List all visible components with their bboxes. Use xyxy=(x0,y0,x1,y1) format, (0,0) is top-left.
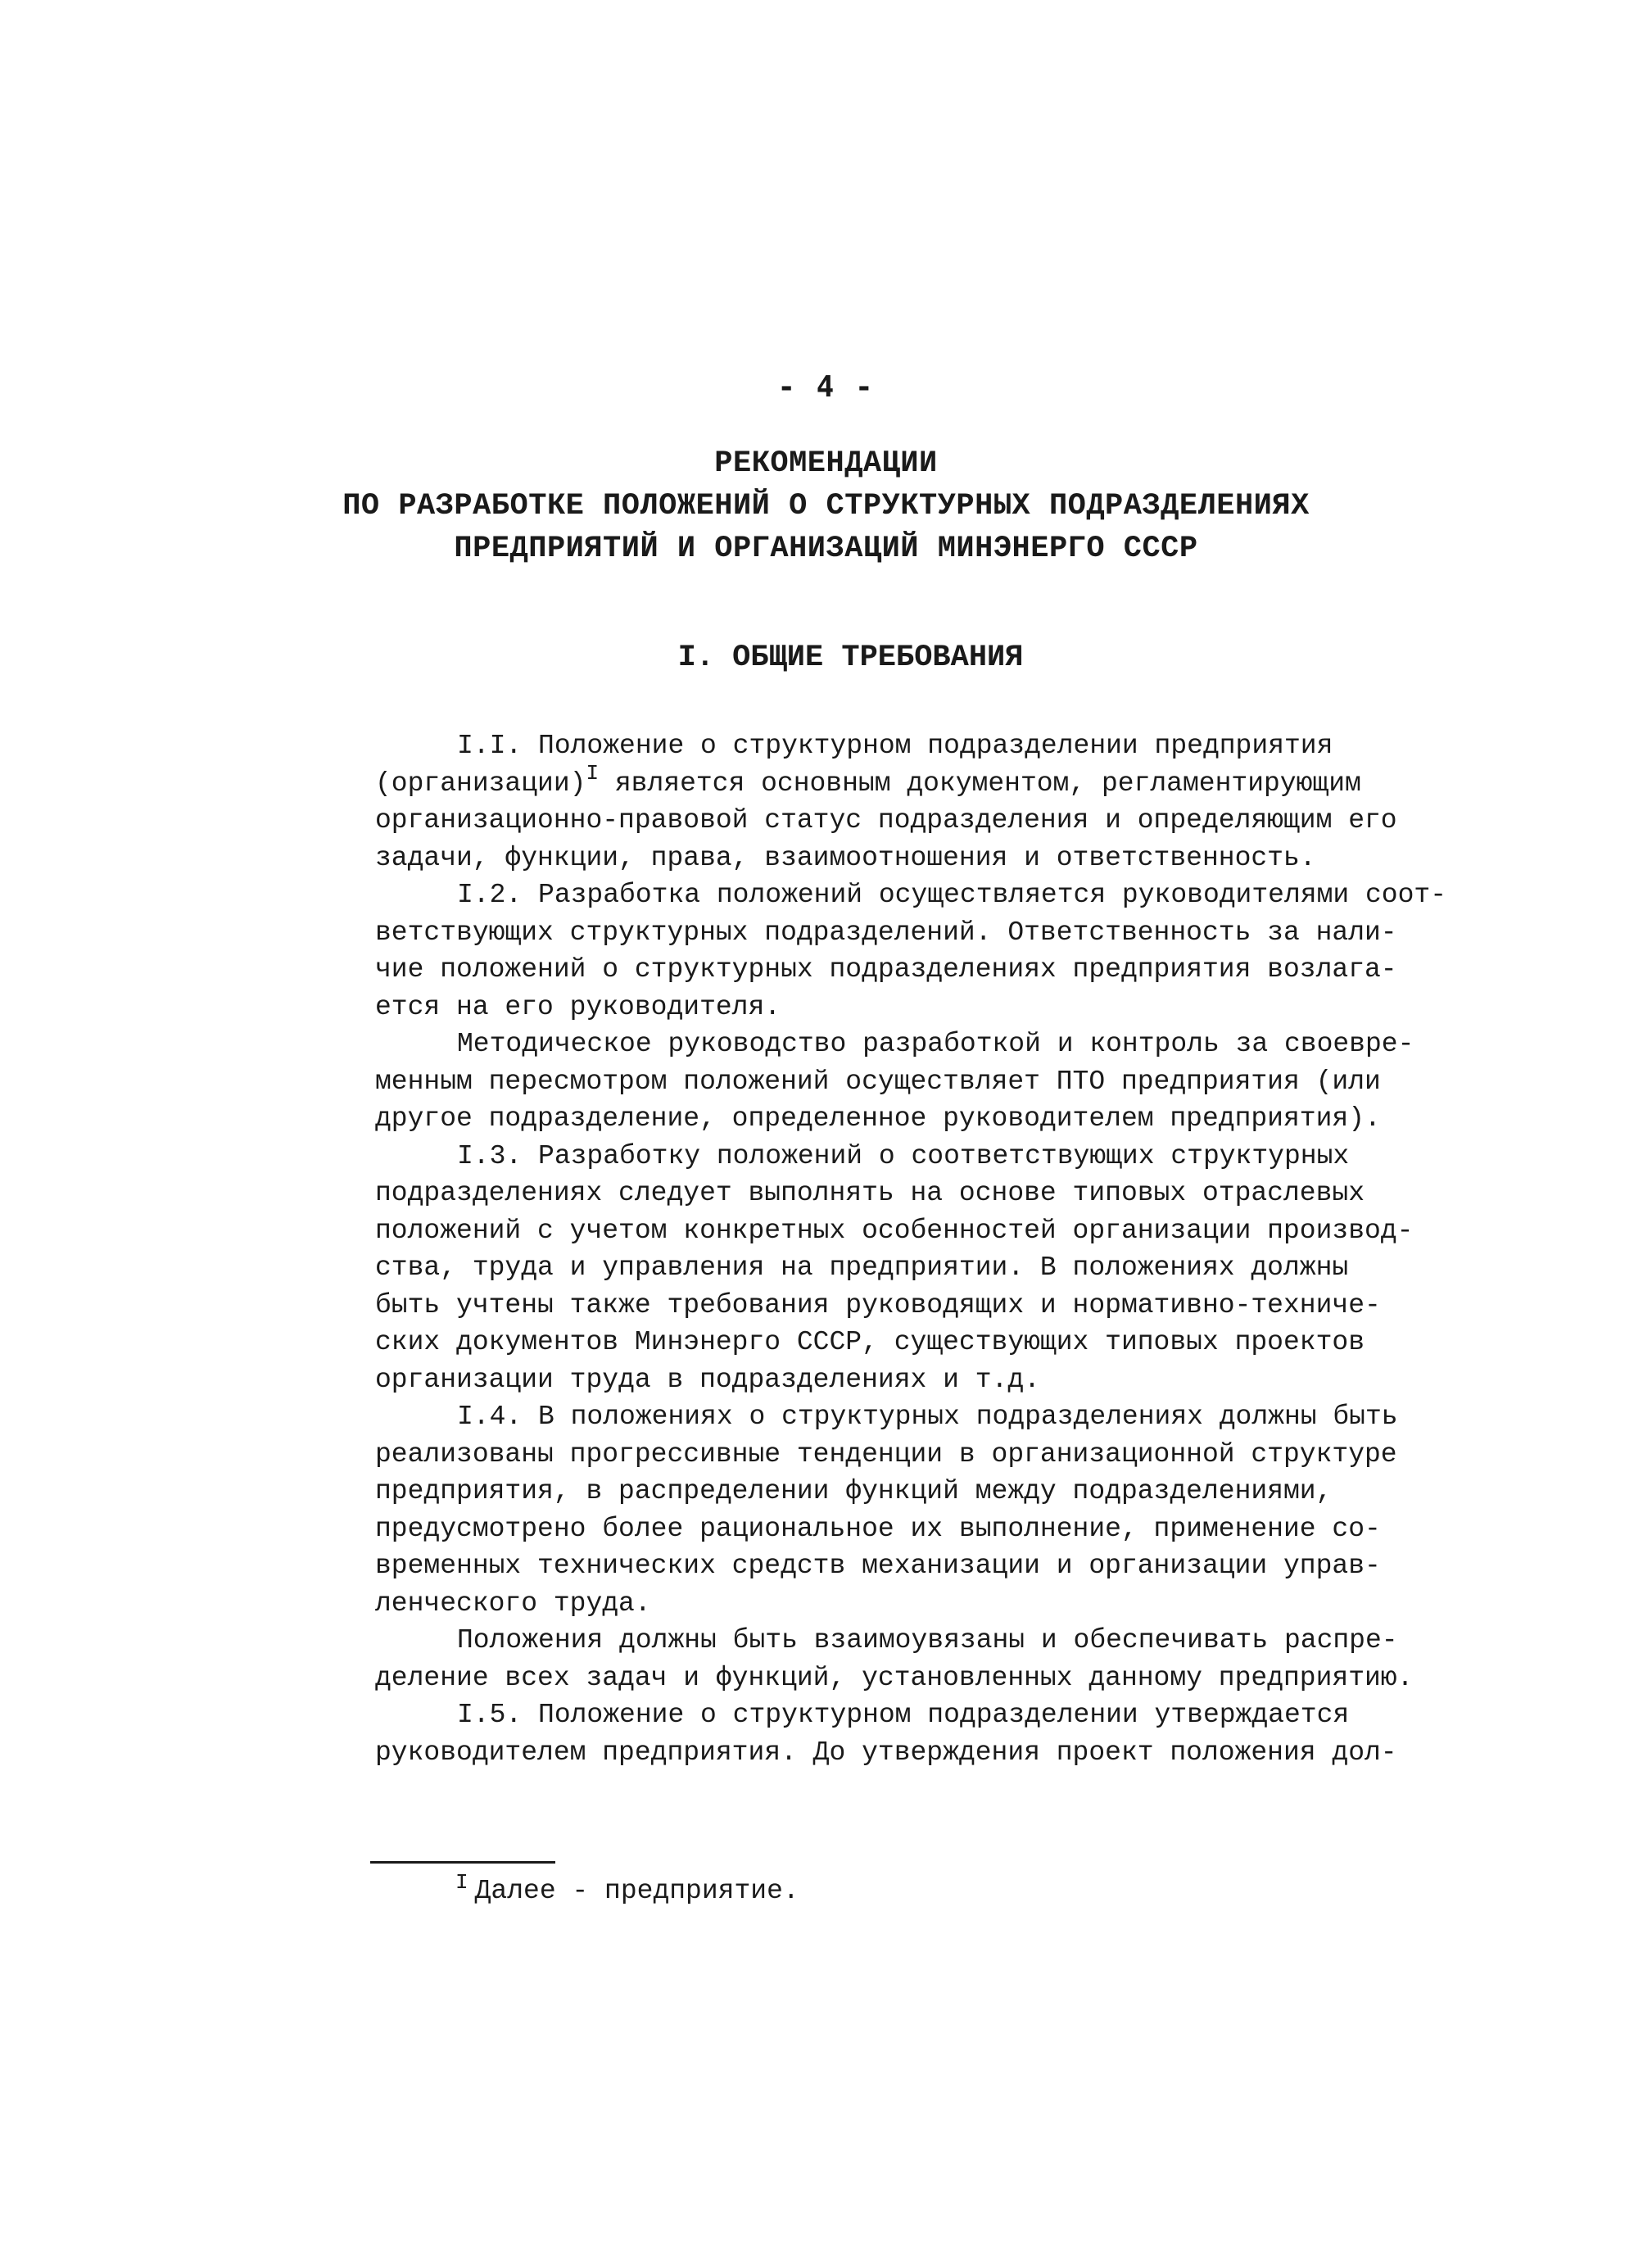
paragraph-line: ских документов Минэнерго СССР, существующих типовых проектов xyxy=(375,1327,1365,1357)
footnote-divider xyxy=(370,1861,555,1864)
body-text xyxy=(375,727,1446,1771)
title-line-3: ПРЕДПРИЯТИЙ И ОРГАНИЗАЦИЙ МИНЭНЕРГО СССР xyxy=(454,532,1198,566)
paragraph-line: руководителем предприятия. До утверждения проект положения дол- xyxy=(375,1737,1397,1768)
paragraph-line: положений с учетом конкретных особенностей организации производ- xyxy=(375,1215,1414,1246)
paragraph-line: I.2. Разработка положений осуществляется руководителями соот- xyxy=(457,880,1446,910)
page-number: - 4 - xyxy=(777,370,875,404)
paragraph-line: ленческого труда. xyxy=(375,1587,651,1619)
paragraph-line: Методическое руководство разработкой и контроль за своевре- xyxy=(457,1029,1414,1059)
title-line-2: ПО РАЗРАБОТКЕ ПОЛОЖЕНИЙ О СТРУКТУРНЫХ ПОДРАЗДЕЛЕНИЯХ xyxy=(342,489,1310,523)
paragraph-line: организационно-правовой статус подразделения и определяющим его xyxy=(375,805,1397,836)
paragraph-line: ветствующих структурных подразделений. Ответственность за нали- xyxy=(375,917,1397,948)
paragraph-line-fragment: является основным документом, регламентирующим xyxy=(599,768,1361,799)
paragraph-line: задачи, функции, права, взаимоотношения и ответственность. xyxy=(375,842,1316,873)
footnote-marker: I xyxy=(586,760,600,786)
paragraph-line: ется на его руководителя. xyxy=(375,991,781,1022)
paragraph-line: чие положений о структурных подразделениях предприятия возлага- xyxy=(375,954,1397,985)
paragraph-line: I.4. В положениях о структурных подразделениях должны быть xyxy=(457,1402,1398,1432)
paragraph-line: ства, труда и управления на предприятии. В положениях должны xyxy=(375,1252,1349,1283)
paragraph-line: предприятия, в распределении функций между подразделениями, xyxy=(375,1476,1333,1506)
title-line-1: РЕКОМЕНДАЦИИ xyxy=(714,446,938,481)
paragraph-line: реализованы прогрессивные тенденции в организационной структуре xyxy=(375,1438,1397,1470)
section-heading: I. ОБЩИЕ ТРЕБОВАНИЯ xyxy=(677,641,1024,675)
paragraph-line: организации труда в подразделениях и т.д. xyxy=(375,1364,1040,1395)
paragraph-line xyxy=(375,760,1440,803)
paragraph-line: Положения должны быть взаимоувязаны и обеспечивать распре- xyxy=(457,1625,1398,1655)
footnote-marker: I xyxy=(455,1870,468,1895)
paragraph-line: I.3. Разработку положений о соответствующих структурных xyxy=(457,1140,1350,1171)
document-title xyxy=(0,442,1652,570)
paragraph-line: быть учтены также требования руководящих и нормативно-техниче- xyxy=(375,1289,1381,1320)
footnote-text: Далее - предприятие. xyxy=(474,1876,799,1906)
paragraph-line: предусмотрено более рациональное их выполнение, применение со- xyxy=(375,1513,1381,1544)
paragraph-line: деление всех задач и функций, установленных данному предприятию. xyxy=(375,1662,1414,1693)
paragraph-line: I.5. Положение о структурном подразделении утверждается xyxy=(457,1700,1350,1730)
paragraph-line: I.I. Положение о структурном подразделении предприятия xyxy=(457,731,1333,761)
paragraph-line: другое подразделение, определенное руководителем предприятия). xyxy=(375,1103,1381,1134)
paragraph-line: менным пересмотром положений осуществляет ПТО предприятия (или xyxy=(375,1066,1381,1097)
paragraph-line-fragment: (организации) xyxy=(375,768,586,799)
footnote xyxy=(455,1870,799,1906)
paragraph-line: подразделениях следует выполнять на основе типовых отраслевых xyxy=(375,1178,1365,1208)
paragraph-line: временных технических средств механизации и организации управ- xyxy=(375,1551,1381,1581)
